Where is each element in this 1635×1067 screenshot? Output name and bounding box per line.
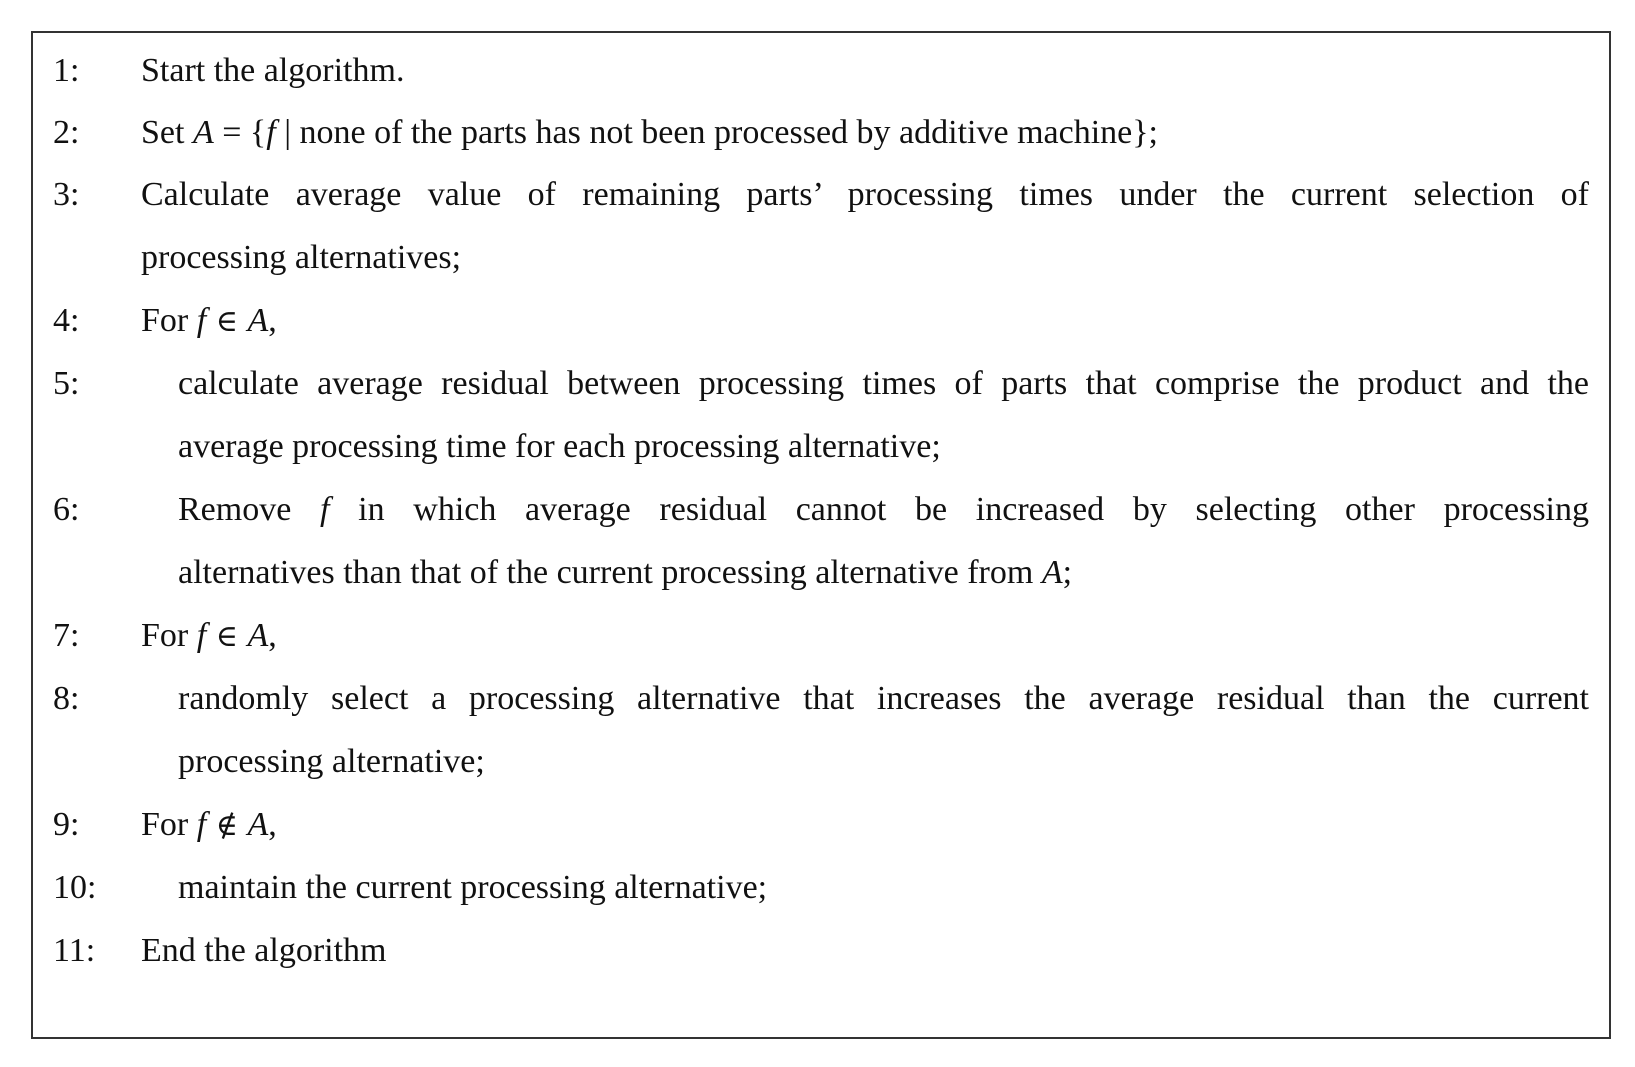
math-variable: f [196,617,207,654]
step-number: 4: [53,302,80,339]
text-segment: ; [1062,554,1073,591]
text-segment: For [141,302,197,339]
element-of-symbol: ∈ [206,619,248,654]
step-number: 8: [53,680,80,717]
text-segment: none of the parts has not been processed by additive machine}; [299,114,1158,151]
text-segment: For [141,806,197,843]
text-segment: For [141,617,197,654]
step-text [141,619,277,654]
text-segment: , [268,617,277,654]
text-segment: , [268,806,277,843]
math-variable: f [196,302,207,339]
math-variable: f [196,806,207,843]
step-text [178,493,1589,527]
step-text: average processing time for each processing alternative; [178,428,941,465]
step-number: 10: [53,869,97,906]
text-segment: = { [213,114,267,151]
step-text: End the algorithm [141,932,387,969]
step-number: 6: [53,491,80,528]
text-segment: Remove [178,491,320,528]
math-variable: f [320,491,330,528]
text-segment: in which average residual cannot be increased by selecting other processing [329,491,1589,528]
math-variable: f [266,114,276,151]
step-number: 5: [53,365,80,402]
step-number: 2: [53,114,80,151]
step-number: 11: [53,932,96,969]
step-number: 1: [53,52,80,89]
step-number: 9: [53,806,80,843]
step-number: 3: [53,176,80,213]
element-of-symbol: ∈ [206,304,248,339]
step-text: maintain the current processing alternative; [178,869,768,906]
math-variable: A [247,806,269,843]
text-segment: Set [141,114,193,151]
step-text: processing alternatives; [141,239,462,276]
algorithm-box [31,31,1611,1039]
step-text: processing alternative; [178,743,485,780]
step-text [178,556,1072,590]
text-segment: | [275,114,300,151]
text-segment: alternatives than that of the current processing alternative from [178,554,1042,591]
step-text [141,304,277,339]
math-variable: A [247,617,269,654]
math-variable: A [1041,554,1063,591]
math-variable: A [247,302,269,339]
step-text: calculate average residual between processing times of parts that comprise the product and the [178,365,1589,402]
step-text [141,808,277,843]
not-element-of-symbol: ∉ [206,808,248,843]
step-text [141,116,1158,150]
text-segment: , [268,302,277,339]
step-text: Start the algorithm. [141,52,405,89]
math-variable: A [192,114,214,151]
step-text: Calculate average value of remaining parts’ processing times under the current selection of [141,176,1589,213]
step-text: randomly select a processing alternative that increases the average residual than the current [178,680,1589,717]
step-number: 7: [53,617,80,654]
